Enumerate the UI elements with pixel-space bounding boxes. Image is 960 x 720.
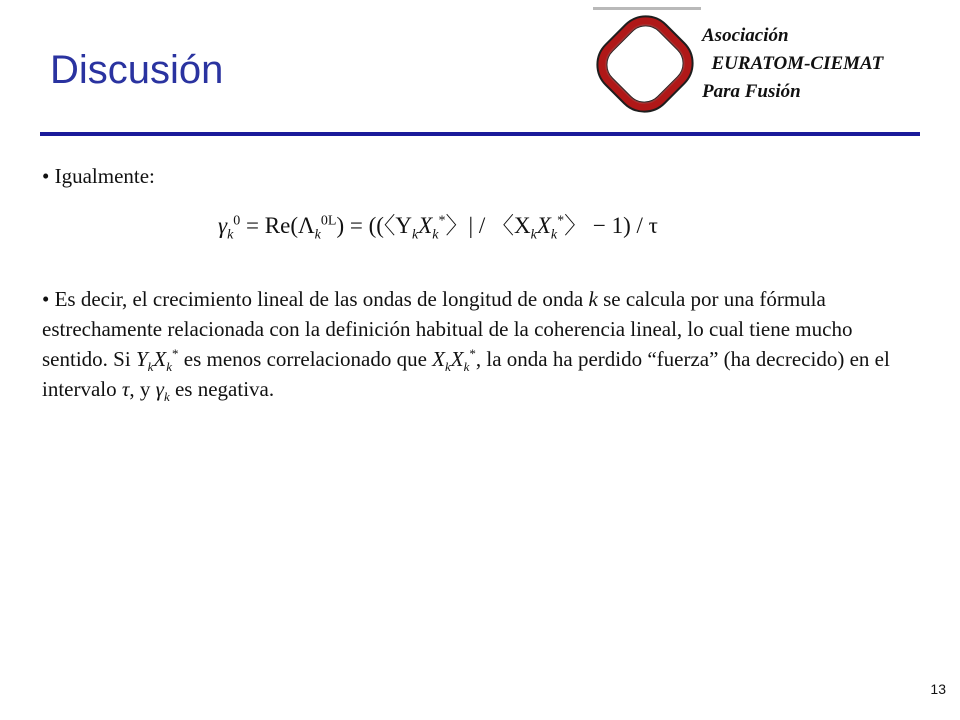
formula-eq: = Re(Λ <box>240 213 315 238</box>
formula-mid2: 〉| / 〈X <box>445 213 531 238</box>
para-text-3: es menos correlacionado que <box>178 347 433 371</box>
para-k: k <box>588 287 598 311</box>
formula-tail: 〉 − 1) / τ <box>564 213 658 238</box>
para-gamma-sub: k <box>163 389 170 405</box>
para-x2: X <box>432 347 445 371</box>
formula-x3: X <box>536 213 551 238</box>
org-line-2: EURATOM-CIEMAT <box>702 53 884 74</box>
formula-x1: X <box>418 213 433 238</box>
growth-rate-formula <box>218 207 658 244</box>
org-line-1: Asociación <box>702 25 789 46</box>
para-text-4: , la onda ha perdido “fuerza” (ha decrecido) en el intervalo <box>42 347 890 401</box>
org-line-3: Para Fusión <box>702 81 801 102</box>
para-x-sup: * <box>172 346 179 361</box>
para-text-6: es negativa. <box>169 377 275 401</box>
para-text-1: • Es decir, el crecimiento lineal de las ondas de longitud de onda <box>42 287 589 311</box>
para-y-sub: k <box>147 359 154 375</box>
para-x3-sup: * <box>469 346 476 361</box>
para-x: X <box>153 347 167 371</box>
title-divider <box>40 132 920 136</box>
bullet-igualmente: • Igualmente: <box>42 164 155 188</box>
formula-gamma-sub: k <box>227 227 234 243</box>
formula-mid: ) = ((〈Y <box>336 213 412 238</box>
slide-title: Discusión <box>50 48 224 92</box>
formula-lambda-sup: 0L <box>320 213 337 229</box>
para-text-2: se calcula por una fórmula estrechamente relacionada con la definición habitual de la coherencia lineal, lo cual tiene mucho sentido. Si <box>42 287 853 371</box>
para-x3: X <box>450 347 464 371</box>
para-gamma: γ <box>155 377 164 401</box>
formula-x1-sup: * <box>438 213 446 229</box>
organization-name <box>702 22 883 106</box>
formula-x2-sub: k <box>530 227 537 243</box>
bullet-explanation <box>42 284 922 404</box>
formula-y-sub: k <box>412 227 419 243</box>
euratom-logo-icon <box>590 8 700 120</box>
formula-x3-sub: k <box>550 227 558 243</box>
formula-gamma-sup: 0 <box>233 213 241 229</box>
para-y: Y <box>135 347 148 371</box>
formula-lambda-sub: k <box>314 227 321 243</box>
formula-gamma: γ <box>218 213 228 238</box>
para-x3-sub: k <box>463 359 470 375</box>
page-number: 13 <box>930 681 946 697</box>
para-x2-sub: k <box>445 359 451 375</box>
formula-x3-sup: * <box>557 213 565 229</box>
para-x-sub: k <box>166 359 173 375</box>
para-tau: τ <box>121 377 130 401</box>
para-text-5: , y <box>129 377 156 401</box>
formula-x1-sub: k <box>432 227 439 243</box>
